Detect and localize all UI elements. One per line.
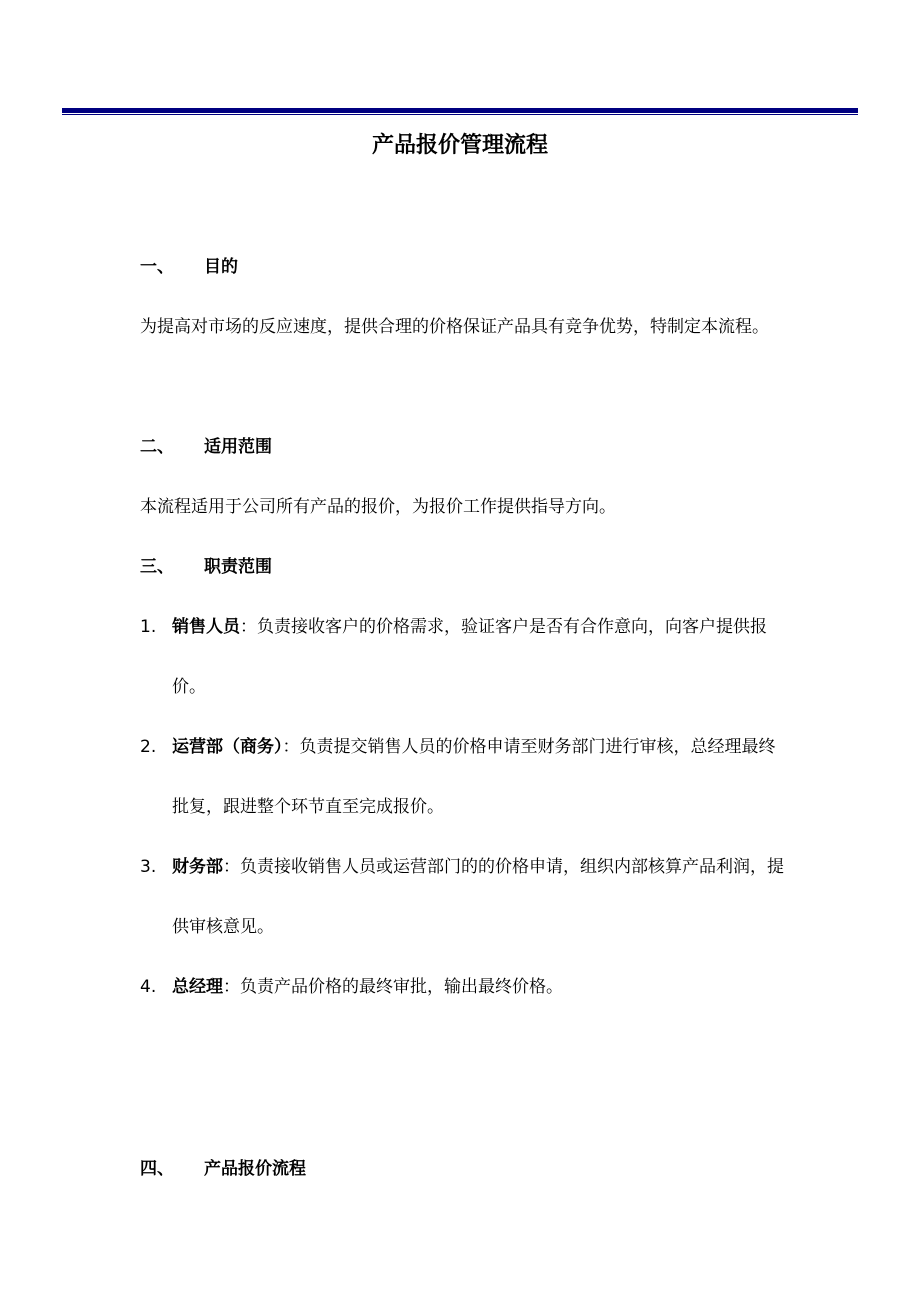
section-heading-process (140, 1157, 306, 1181)
section-number: 一、 (140, 257, 174, 277)
duty-item-sales (140, 597, 790, 717)
section-title: 适用范围 (204, 437, 272, 457)
duty-index: 3. (140, 857, 157, 877)
section-heading-duties (140, 555, 272, 579)
document-title: 产品报价管理流程 (371, 133, 548, 158)
section-number: 四、 (140, 1159, 174, 1179)
section-number: 三、 (140, 557, 174, 577)
duty-role: 销售人员 (172, 617, 240, 637)
duty-index: 1. (140, 617, 157, 637)
scope-paragraph: 本流程适用于公司所有产品的报价，为报价工作提供指导方向。 (140, 497, 616, 517)
section-heading-purpose (140, 255, 238, 279)
purpose-paragraph: 为提高对市场的反应速度，提供合理的价格保证产品具有竞争优势，特制定本流程。 (140, 317, 769, 337)
duty-description: ：负责产品价格的最终审批，输出最终价格。 (223, 977, 563, 997)
section-heading-scope (140, 435, 272, 459)
duty-description: ：负责提交销售人员的价格申请至财务部门进行审核，总经理最终批复，跟进整个环节直至完成报价。 (172, 737, 776, 817)
header-rule-thin (62, 114, 858, 115)
duty-description: ：负责接收客户的价格需求，验证客户是否有合作意向，向客户提供报价。 (172, 617, 767, 697)
duty-role: 运营部（商务） (172, 737, 283, 757)
duty-index: 2. (140, 737, 157, 757)
duty-item-operations (140, 717, 790, 837)
duty-index: 4. (140, 977, 157, 997)
section-number: 二、 (140, 437, 174, 457)
section-title: 产品报价流程 (204, 1159, 306, 1179)
duty-item-finance (140, 837, 790, 957)
duty-role: 财务部 (172, 857, 223, 877)
duty-role: 总经理 (172, 977, 223, 997)
header-rule-thick (62, 108, 858, 113)
duty-item-general-manager (140, 957, 790, 1017)
section-title: 职责范围 (204, 557, 272, 577)
duty-description: ：负责接收销售人员或运营部门的的价格申请，组织内部核算产品利润，提供审核意见。 (172, 857, 784, 937)
section-title: 目的 (204, 257, 238, 277)
